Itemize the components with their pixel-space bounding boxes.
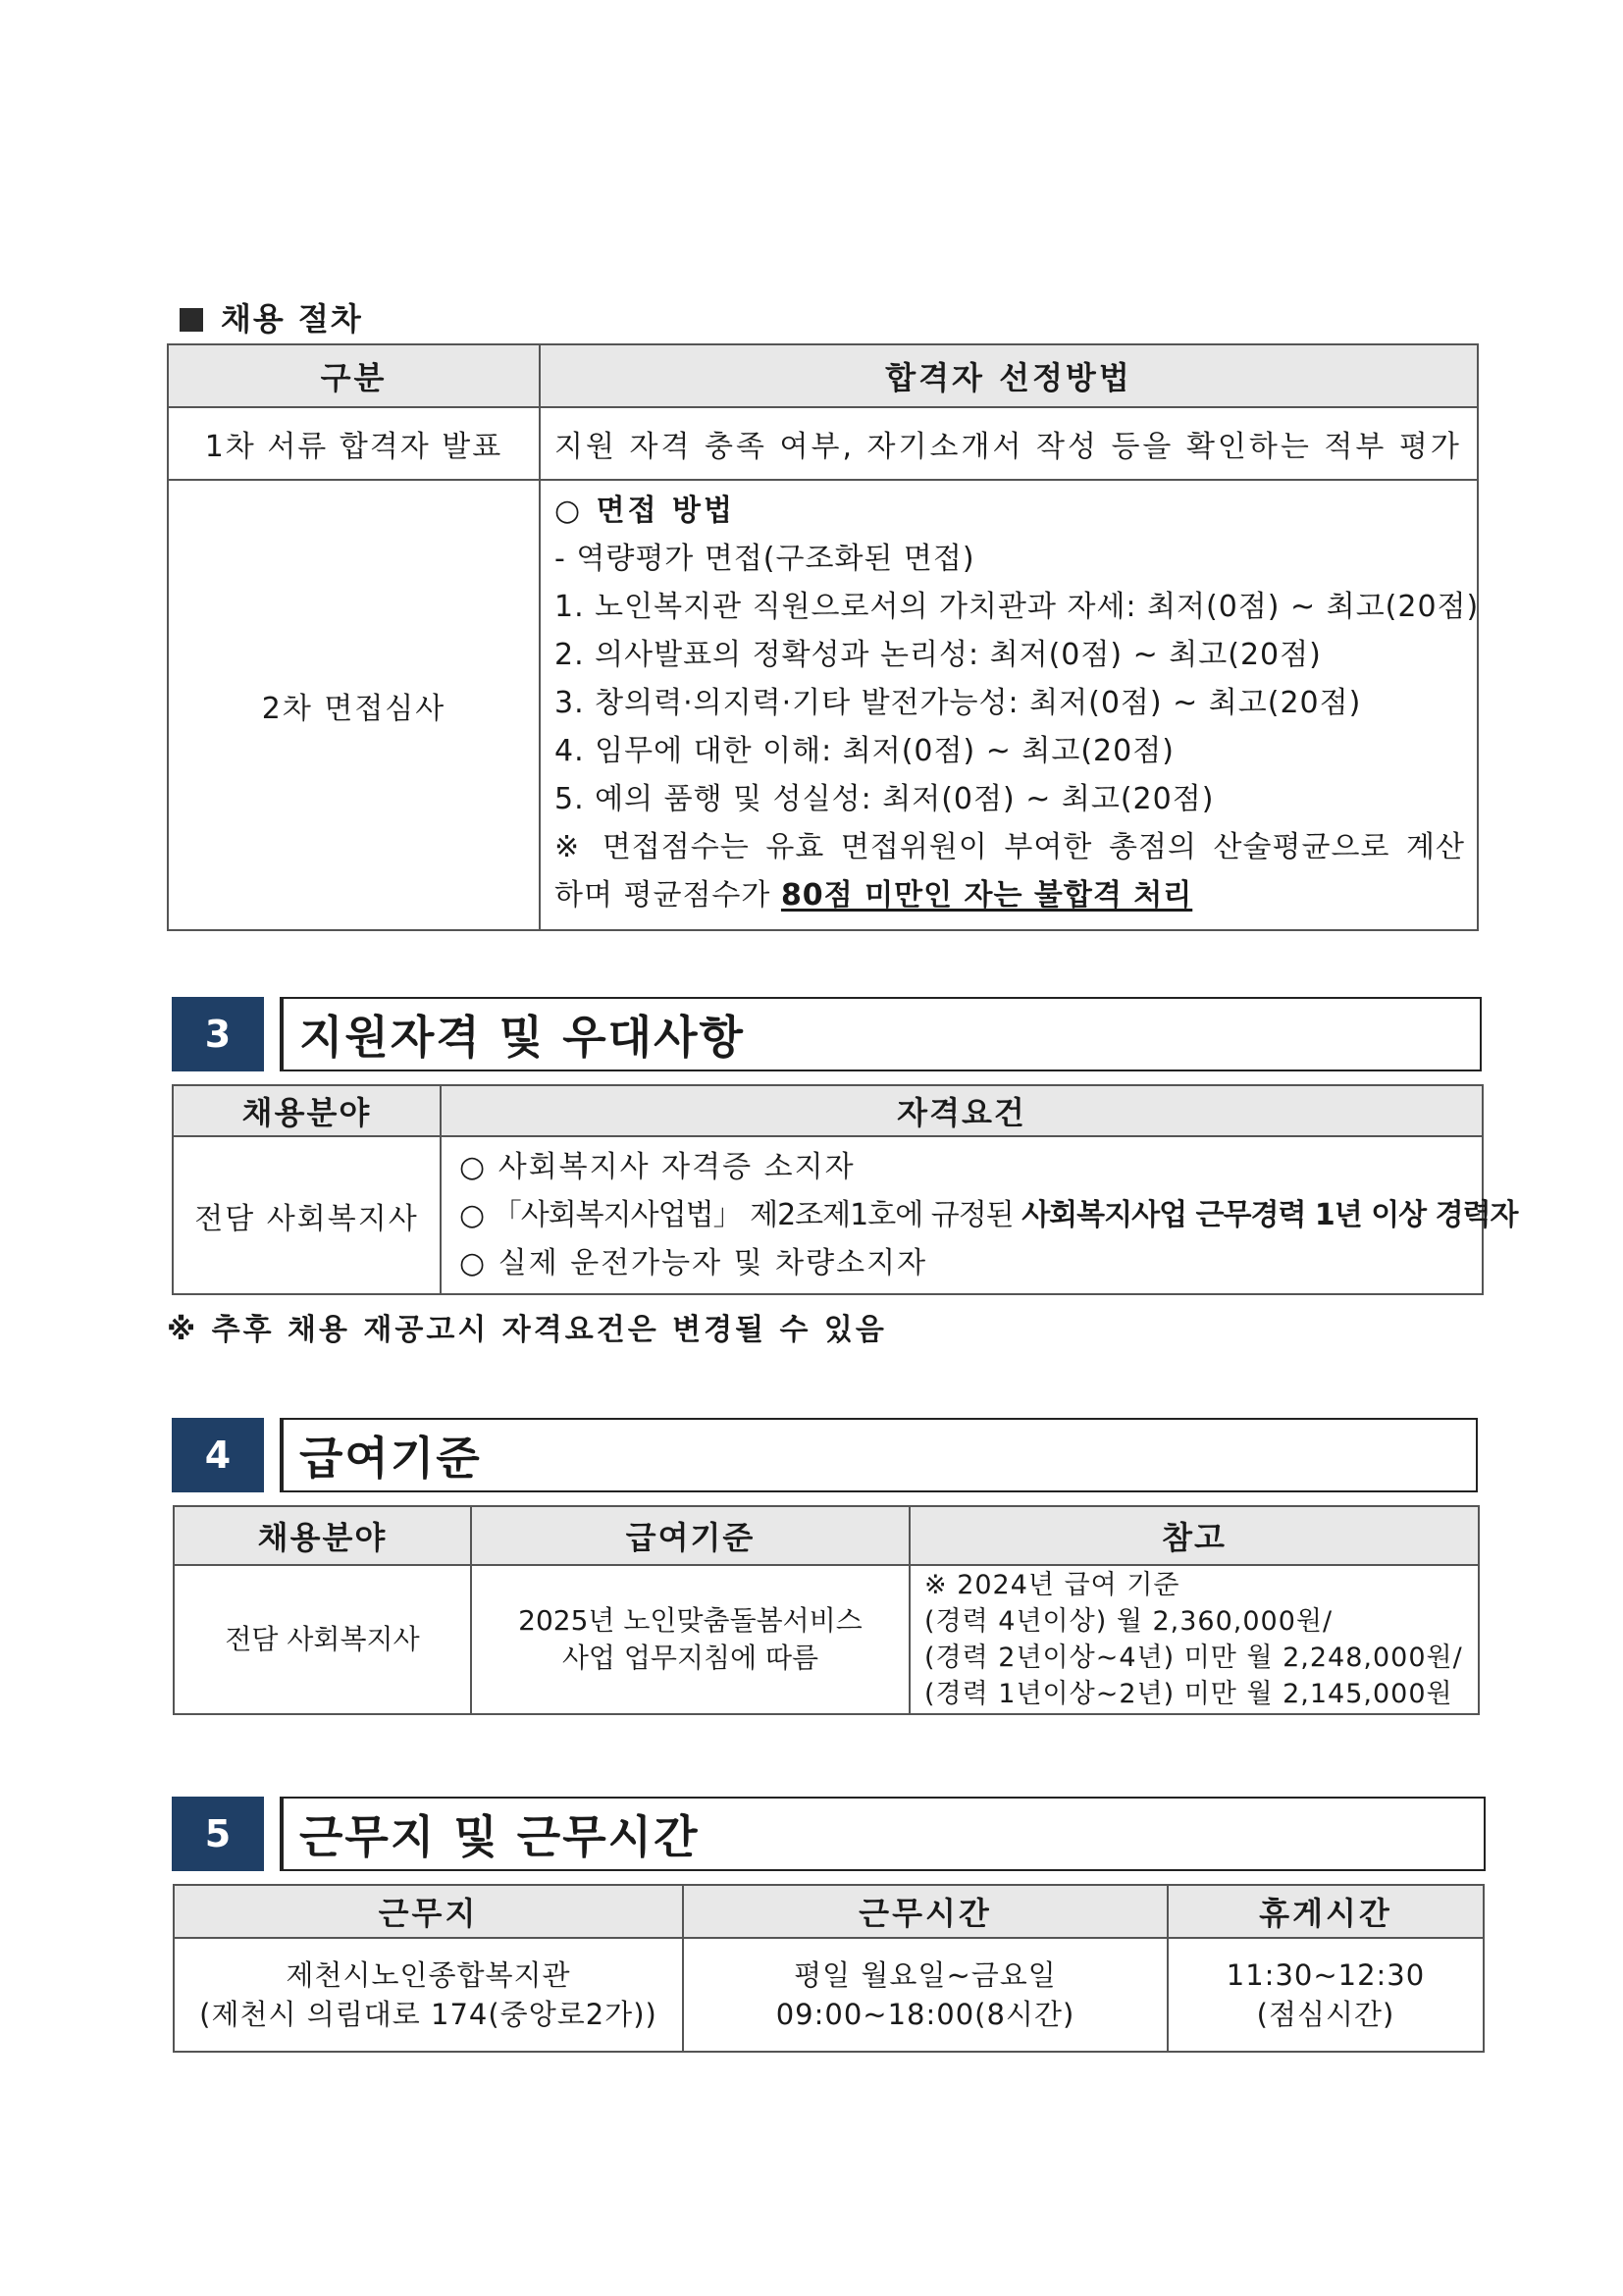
hours-line: 평일 월요일~금요일 — [794, 1958, 1057, 1992]
field-cell: 전담 사회복지사 — [173, 1136, 441, 1294]
interview-note-emphasis: 80점 미만인 자는 불합격 처리 — [780, 878, 1193, 913]
section-title: 근무지 및 근무시간 — [280, 1797, 1486, 1871]
method-interview — [540, 480, 1478, 930]
break-cell — [1168, 1938, 1484, 2052]
section-number: 3 — [172, 997, 264, 1071]
header-requirements: 자격요건 — [441, 1085, 1483, 1136]
criteria-item: 4. 임무에 대한 이해: 최저(0점) ~ 최고(20점) — [554, 734, 1175, 768]
table-row — [168, 407, 1478, 480]
interview-note-line2 — [554, 871, 1465, 919]
criteria-item: 1. 노인복지관 직원으로서의 가치관과 자세: 최저(0점) ~ 최고(20점) — [554, 590, 1480, 624]
salary-table — [173, 1505, 1480, 1715]
workplace-cell — [174, 1938, 683, 2052]
stage-document: 1차 서류 합격자 발표 — [168, 407, 540, 480]
requirements-cell — [441, 1136, 1518, 1294]
header-field: 채용분야 — [173, 1085, 441, 1136]
break-line: (점심시간) — [1256, 1998, 1395, 2031]
interview-note-text: 하며 평균점수가 — [554, 878, 781, 913]
header-hours: 근무시간 — [683, 1885, 1168, 1938]
hours-line: 09:00~18:00(8시간) — [775, 1998, 1075, 2031]
workplace-header-row — [174, 1885, 1484, 1938]
method-document: 지원 자격 충족 여부, 자기소개서 작성 등을 확인하는 적부 평가 — [540, 407, 1478, 480]
salary-header-row — [174, 1506, 1479, 1565]
section-4-banner — [172, 1418, 1478, 1492]
workplace-table — [173, 1884, 1485, 2053]
criteria-item: 3. 창의력·의지력·기타 발전가능성: 최저(0점) ~ 최고(20점) — [554, 686, 1362, 720]
reference-line: (경력 1년이상~2년) 미만 월 2,145,000원 — [924, 1679, 1453, 1709]
procedure-header-row — [168, 344, 1478, 407]
section-3-banner — [172, 997, 1482, 1071]
procedure-heading — [180, 294, 363, 339]
qualification-header-row — [173, 1085, 1483, 1136]
requirement-text: ○ 「사회복지사업법」 제2조제1호에 규정된 — [459, 1198, 1022, 1232]
table-row — [174, 1565, 1479, 1714]
standard-line: 사업 업무지침에 따름 — [561, 1642, 819, 1674]
interview-note-line1: ※ 면접점수는 유효 면접위원이 부여한 총점의 산술평균으로 계산 — [554, 830, 1465, 864]
criteria-item: 5. 예의 품행 및 성실성: 최저(0점) ~ 최고(20점) — [554, 782, 1215, 816]
requirement-item: ○ 실제 운전가능자 및 차량소지자 — [459, 1246, 928, 1280]
header-method: 합격자 선정방법 — [540, 344, 1478, 407]
reference-line: ※ 2024년 급여 기준 — [924, 1570, 1180, 1600]
procedure-table — [167, 343, 1479, 931]
workplace-line: 제천시노인종합복지관 — [286, 1958, 571, 1992]
section-title: 지원자격 및 우대사항 — [280, 997, 1482, 1071]
header-stage: 구분 — [168, 344, 540, 407]
reference-cell — [910, 1565, 1479, 1714]
table-row — [173, 1136, 1483, 1294]
qualification-note: ※ 추후 채용 재공고시 자격요건은 변경될 수 있음 — [167, 1313, 887, 1347]
table-row — [168, 480, 1478, 930]
standard-line: 2025년 노인맞춤돌봄서비스 — [518, 1604, 863, 1637]
section-5-banner — [172, 1797, 1486, 1871]
interview-method-title: ○ 면접 방법 — [554, 494, 735, 528]
criteria-item: 2. 의사발표의 정확성과 논리성: 최저(0점) ~ 최고(20점) — [554, 638, 1322, 672]
reference-line: (경력 2년이상~4년) 미만 월 2,248,000원/ — [924, 1643, 1463, 1673]
break-line: 11:30~12:30 — [1226, 1958, 1426, 1992]
stage-interview: 2차 면접심사 — [168, 480, 540, 930]
requirement-item — [459, 1191, 1518, 1239]
table-row — [174, 1938, 1484, 2052]
requirement-item: ○ 사회복지사 자격증 소지자 — [459, 1150, 856, 1184]
procedure-heading-text: 채용 절차 — [221, 300, 363, 338]
square-bullet-icon — [180, 308, 203, 332]
qualification-table — [172, 1084, 1518, 1295]
header-reference: 참고 — [910, 1506, 1479, 1565]
section-number: 5 — [172, 1797, 264, 1871]
header-break: 휴게시간 — [1168, 1885, 1484, 1938]
requirement-emphasis: 사회복지사업 근무경력 1년 이상 경력자 — [1021, 1198, 1518, 1232]
hours-cell — [683, 1938, 1168, 2052]
header-workplace: 근무지 — [174, 1885, 683, 1938]
reference-line: (경력 4년이상) 월 2,360,000원/ — [924, 1606, 1334, 1637]
header-field: 채용분야 — [174, 1506, 471, 1565]
workplace-line: (제천시 의림대로 174(중앙로2가)) — [199, 1998, 657, 2031]
standard-cell — [471, 1565, 910, 1714]
section-number: 4 — [172, 1418, 264, 1492]
interview-method-sub: - 역량평가 면접(구조화된 면접) — [554, 542, 975, 576]
section-title: 급여기준 — [280, 1418, 1478, 1492]
field-cell: 전담 사회복지사 — [174, 1565, 471, 1714]
header-standard: 급여기준 — [471, 1506, 910, 1565]
